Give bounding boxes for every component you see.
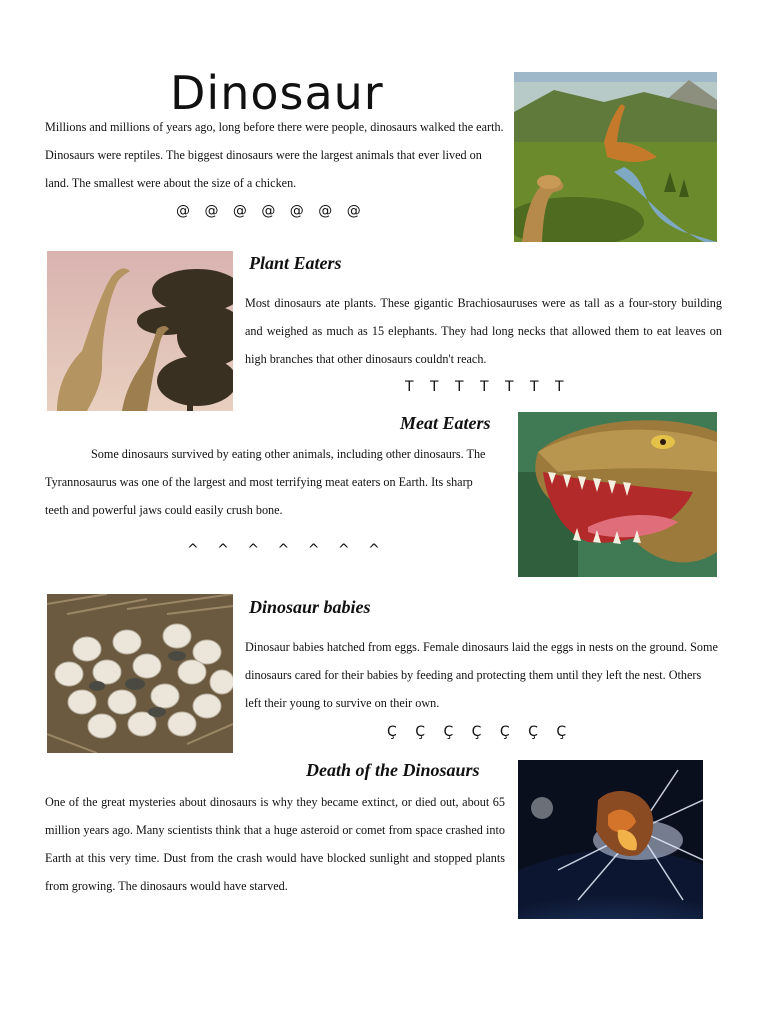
dinosaur-eggs-image	[47, 594, 233, 753]
asteroid-image	[518, 760, 703, 919]
landscape-image	[514, 72, 717, 242]
babies-divider: Ç Ç Ç Ç Ç Ç Ç	[387, 724, 567, 740]
death-paragraph: One of the great mysteries about dinosaurs is why they became extinct, or died out, about 65 million years ago. Many scientists think that a huge asteroid or comet from space crashed into Earth at this very time. Dust from the crash would have blocked sunlight and stopped plants from growing. The dinosaurs would have starved.	[45, 795, 505, 893]
babies-heading: Dinosaur babies	[249, 597, 371, 617]
brachiosaurus-image	[47, 251, 233, 411]
page-title: Dinosaur	[170, 66, 384, 120]
tyrannosaurus-image	[518, 412, 717, 577]
meat-eaters-divider: ^ ^ ^ ^ ^ ^ ^	[187, 542, 380, 558]
plant-eaters-heading: Plant Eaters	[249, 253, 342, 273]
intro-paragraph: Millions and millions of years ago, long before there were people, dinosaurs walked the earth. Dinosaurs were reptiles. The biggest dinosaurs were the largest animals that ever lived on land. The smallest were about the size of a chicken.	[45, 120, 504, 190]
plant-eaters-divider: T T T T T T T	[405, 379, 564, 395]
plant-eaters-paragraph: Most dinosaurs ate plants. These gigantic Brachiosauruses were as tall as a four-story building and weighed as much as 15 elephants. They had long necks that allowed them to eat leaves on high branches that other dinosaurs couldn't reach.	[245, 296, 722, 366]
meat-eaters-heading: Meat Eaters	[400, 413, 491, 433]
death-heading: Death of the Dinosaurs	[306, 760, 480, 780]
intro-divider: @ @ @ @ @ @ @	[176, 203, 361, 219]
babies-paragraph: Dinosaur babies hatched from eggs. Female dinosaurs laid the eggs in nests on the ground. Some dinosaurs cared for their babies by feeding and protecting them until they left the nest. Others left their young to survive on their own.	[245, 640, 718, 710]
meat-eaters-paragraph: Some dinosaurs survived by eating other animals, including other dinosaurs. The Tyrannosaurus was one of the largest and most terrifying meat eaters on Earth. Its sharp teeth and powerful jaws could easily crush bone.	[45, 447, 486, 517]
